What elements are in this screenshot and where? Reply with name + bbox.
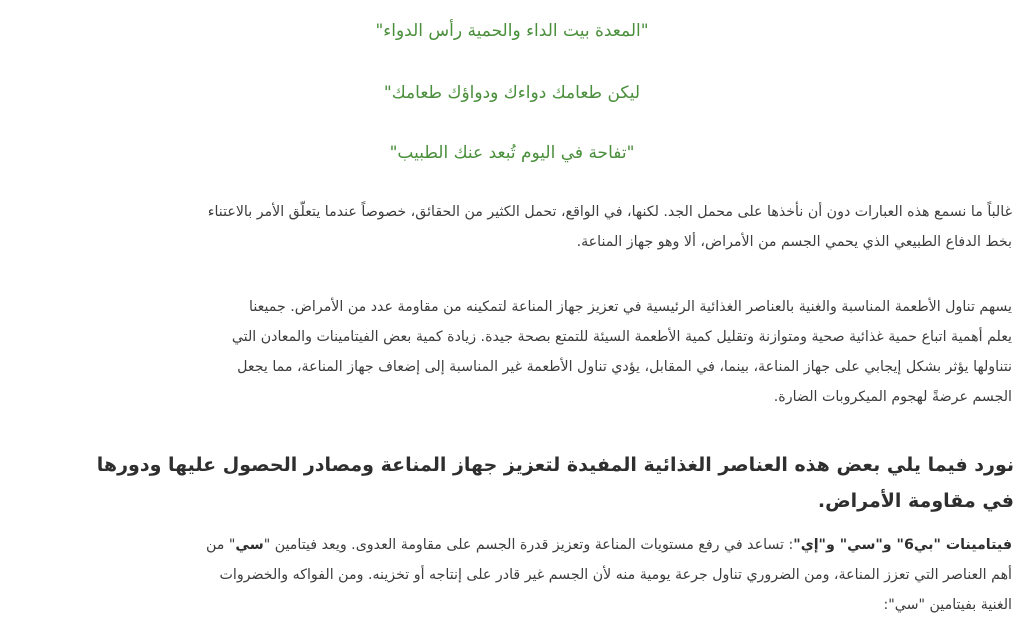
nutrition-line: نتناولها يؤثر بشكل إيجابي على جهاز المناعة، بينما، في المقابل، يؤدي تناول الأطعمة غير المناسبة إلى إضعاف جهاز المناعة، مما يجعل [237, 359, 1012, 375]
quote-stomach: "المعدة بيت الداء والحمية رأس الدواء" [375, 21, 649, 41]
intro-line: غالباً ما نسمع هذه العبارات دون أن نأخذها على محمل الجد. لكنها، في الواقع، تحمل الكثير من الحقائق، خصوصاً عندما يتعلّق الأمر بالاعتناء [207, 204, 1012, 220]
vitamins-text-end: " من [205, 537, 236, 553]
nutrition-line: الجسم عرضةً لهجوم الميكروبات الضارة. [773, 389, 1012, 405]
quote-apple: "تفاحة في اليوم تُبعد عنك الطبيب" [389, 143, 635, 163]
intro-paragraph [8, 197, 1012, 257]
quote-food-medicine: ليكن طعامك دواءك ودواؤك طعامك" [383, 83, 641, 103]
vitamins-title: فيتامينات "بي6" و"سي" و"إي" [793, 537, 1012, 553]
vitamins-line-2: أهم العناصر التي تعزز المناعة، ومن الضروري تناول جرعة يومية منه لأن الجسم غير قادر على إنتاجه أو تخزينه. ومن الفواكه والخضروات [219, 567, 1012, 583]
vitamins-paragraph [8, 530, 1012, 620]
vitamin-c-term: سي [235, 537, 264, 553]
vitamins-text: : تساعد في رفع مستويات المناعة وتعزيز قدرة الجسم على مقاومة العدوى. ويعد فيتامين " [263, 537, 794, 553]
nutrition-line: يعلم أهمية اتباع حمية غذائية صحية ومتوازنة وتقليل كمية الأطعمة السيئة للتمتع بصحة جيدة. زيادة كمية بعض الفيتامينات والمعادن التي [231, 329, 1012, 345]
heading-line: نورد فيما يلي بعض هذه العناصر الغذائية المفيدة لتعزيز جهاز المناعة ومصادر الحصول عليها ودورها [96, 454, 1014, 476]
nutrition-paragraph [8, 292, 1012, 412]
heading-line: في مقاومة الأمراض. [817, 490, 1014, 512]
vitamins-line-3: الغنية بفيتامين "سي": [883, 597, 1012, 613]
vitamins-line-1 [8, 530, 1012, 560]
intro-line: بخط الدفاع الطبيعي الذي يحمي الجسم من الأمراض، ألا وهو جهاز المناعة. [576, 234, 1012, 250]
nutrition-line: يسهم تناول الأطعمة المناسبة والغنية بالعناصر الغذائية الرئيسية في تعزيز جهاز المناعة لتمكينه من مقاومة عدد من الأمراض. جميعنا [249, 299, 1012, 315]
section-heading [10, 447, 1014, 519]
